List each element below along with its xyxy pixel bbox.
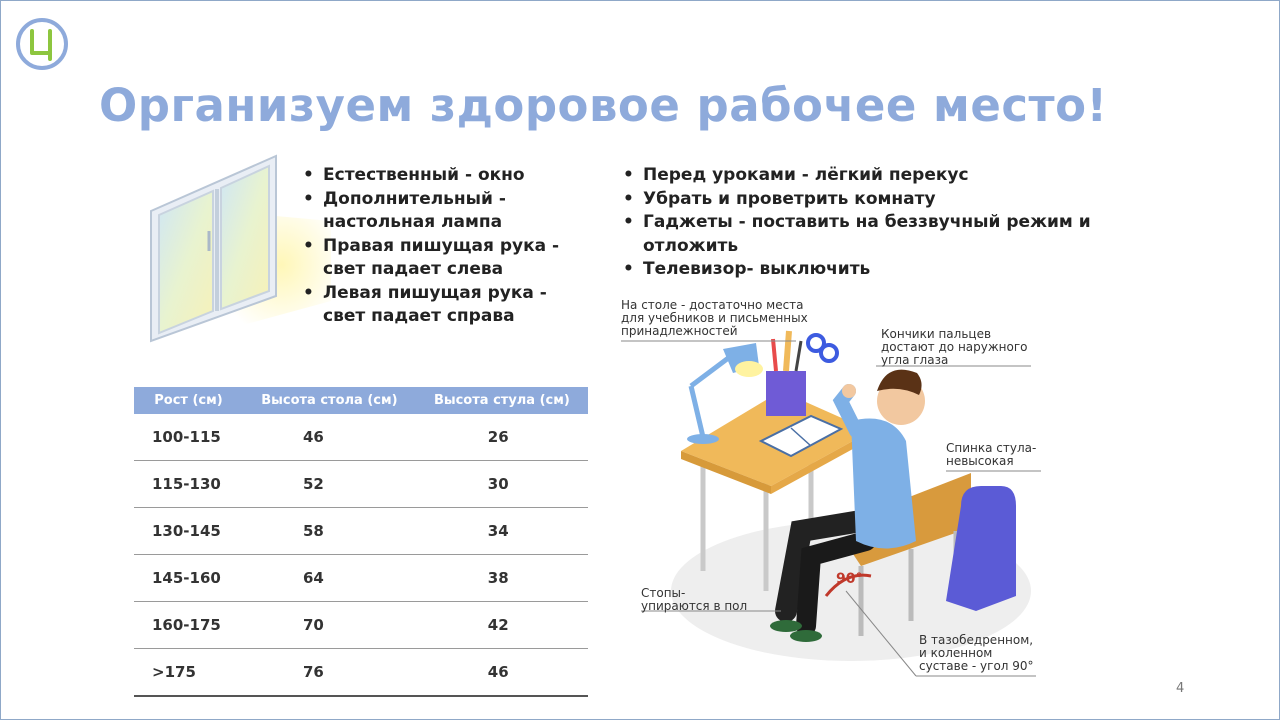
- table-cell: 58: [243, 508, 416, 555]
- annotation-fingertips: Кончики пальцев достают до наружного угла глаза: [881, 327, 1028, 367]
- table-row: [134, 555, 588, 602]
- table-row: [134, 414, 588, 461]
- annotation-chair-back: Спинка стула- невысокая: [946, 441, 1037, 468]
- table-cell: 26: [416, 414, 588, 461]
- column-header-chair: Высота стула (см): [416, 387, 588, 414]
- angle-label: 90°: [836, 571, 863, 587]
- table-cell: 100-115: [134, 414, 243, 461]
- page-title: Организуем здоровое рабочее место!: [99, 79, 1108, 132]
- table-cell: 42: [416, 602, 588, 649]
- annotation-feet: Стопы- упираются в пол: [641, 586, 748, 613]
- table-cell: >175: [134, 649, 243, 697]
- table-cell: 130-145: [134, 508, 243, 555]
- list-item: • Телевизор- выключить: [621, 258, 1091, 282]
- table-row: [134, 602, 588, 649]
- furniture-size-table: [134, 387, 588, 697]
- annotation-desk-space: На столе - достаточно места для учебников и письменных принадлежностей: [621, 298, 808, 338]
- table-cell: 64: [243, 555, 416, 602]
- column-header-height: Рост (см): [134, 387, 243, 414]
- list-item: • Дополнительный - настольная лампа: [301, 188, 571, 235]
- table-cell: 46: [243, 414, 416, 461]
- list-item: • Левая пишущая рука - свет падает справа: [301, 282, 571, 329]
- table-cell: 38: [416, 555, 588, 602]
- annotation-joints: В тазобедренном, и коленном суставе - угол 90°: [919, 633, 1034, 673]
- list-item: • Естественный - окно: [301, 164, 571, 188]
- logo-icon: [15, 17, 69, 71]
- table-row: [134, 508, 588, 555]
- table-cell: 46: [416, 649, 588, 697]
- list-item: • Гаджеты - поставить на беззвучный режим и отложить: [621, 211, 1091, 258]
- table-row: [134, 649, 588, 697]
- table-cell: 145-160: [134, 555, 243, 602]
- table-cell: 160-175: [134, 602, 243, 649]
- page-number: 4: [1176, 681, 1185, 696]
- table-cell: 115-130: [134, 461, 243, 508]
- list-item: • Правая пишущая рука - свет падает слева: [301, 235, 571, 282]
- table-cell: 52: [243, 461, 416, 508]
- preparation-list: [621, 164, 1091, 282]
- table-row: [134, 461, 588, 508]
- table-cell: 76: [243, 649, 416, 697]
- table-cell: 70: [243, 602, 416, 649]
- lighting-list: [301, 164, 571, 329]
- table-header-row: [134, 387, 588, 414]
- column-header-desk: Высота стола (см): [243, 387, 416, 414]
- table-cell: 30: [416, 461, 588, 508]
- table-cell: 34: [416, 508, 588, 555]
- list-item: • Убрать и проветрить комнату: [621, 188, 1091, 212]
- list-item: • Перед уроками - лёгкий перекус: [621, 164, 1091, 188]
